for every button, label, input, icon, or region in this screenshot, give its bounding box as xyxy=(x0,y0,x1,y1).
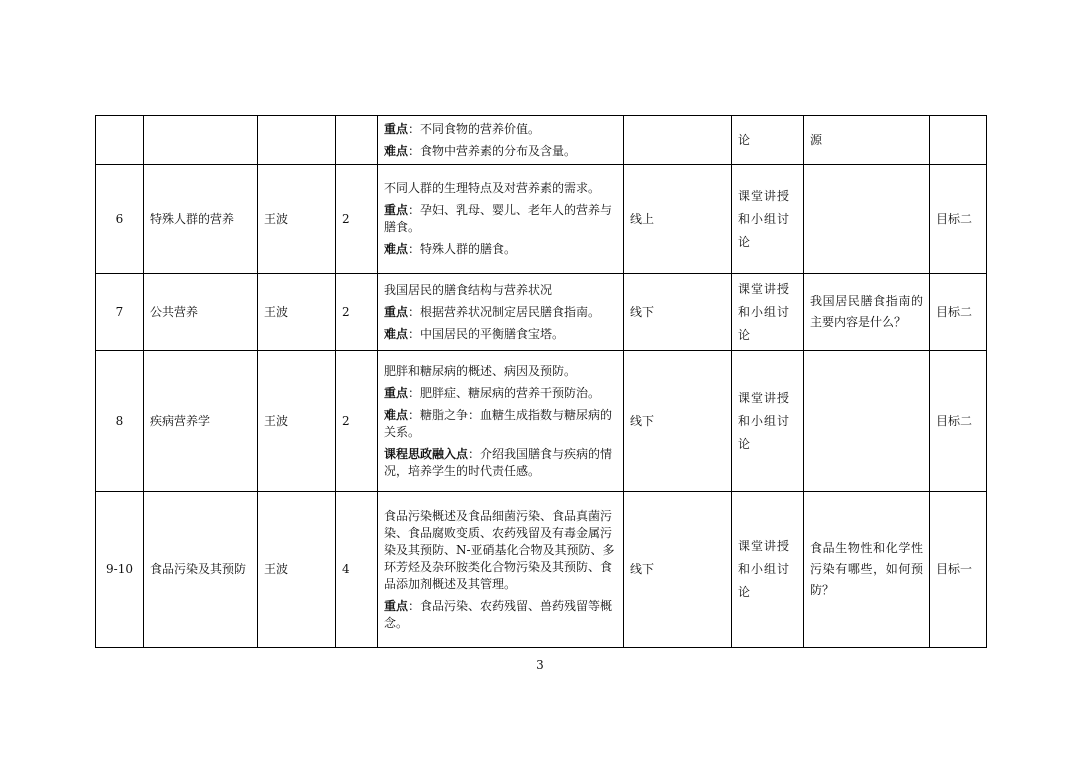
difficulty-point: 难点：糖脂之争：血糖生成指数与糖尿病的关系。 xyxy=(384,407,613,439)
hours-cell xyxy=(336,116,378,165)
method-cell: 课堂讲授和小组讨论 xyxy=(732,165,804,274)
goal-cell: 目标二 xyxy=(930,351,987,492)
difficulty-point: 难点：中国居民的平衡膳食宝塔。 xyxy=(384,326,565,341)
question-cell: 食品生物性和化学性污染有哪些，如何预防？ xyxy=(804,492,930,648)
key-point: 重点：不同食物的营养价值。 xyxy=(384,121,541,136)
teacher-cell: 王波 xyxy=(258,351,336,492)
mode-cell: 线下 xyxy=(624,351,732,492)
difficulty-point: 难点：特殊人群的膳食。 xyxy=(384,242,517,256)
question-cell xyxy=(804,351,930,492)
teacher-cell xyxy=(258,116,336,165)
table-row xyxy=(96,351,987,492)
no-cell: 7 xyxy=(96,274,144,351)
question-cell: 源 xyxy=(804,116,930,165)
title-cell: 公共营养 xyxy=(144,274,258,351)
goal-cell: 目标二 xyxy=(930,274,987,351)
key-point: 重点：根据营养状况制定居民膳食指南。 xyxy=(384,304,601,319)
method-cell: 课堂讲授和小组讨论 xyxy=(732,351,804,492)
key-point: 重点：孕妇、乳母、婴儿、老年人的营养与膳食。 xyxy=(384,203,613,234)
no-cell: 6 xyxy=(96,165,144,274)
page-number: 3 xyxy=(536,658,544,672)
goal-cell: 目标一 xyxy=(930,492,987,648)
teacher-cell: 王波 xyxy=(258,274,336,351)
key-point: 重点：食品污染、农药残留、兽药残留等概念。 xyxy=(384,598,613,630)
hours-cell: 2 xyxy=(336,165,378,274)
ideology-point: 课程思政融入点：介绍我国膳食与疾病的情况，培养学生的时代责任感。 xyxy=(384,446,613,478)
goal-cell xyxy=(930,116,987,165)
question-cell xyxy=(804,165,930,274)
difficulty-point: 难点：食物中营养素的分布及含量。 xyxy=(384,143,577,158)
mode-cell xyxy=(624,116,732,165)
key-point: 重点：肥胖症、糖尿病的营养干预防治。 xyxy=(384,385,601,400)
table-row-continued xyxy=(96,116,987,165)
title-cell xyxy=(144,116,258,165)
teacher-cell: 王波 xyxy=(258,492,336,648)
no-cell: 9-10 xyxy=(96,492,144,648)
content-cell xyxy=(378,116,624,165)
method-cell: 课堂讲授和小组讨论 xyxy=(732,274,804,351)
question-cell: 我国居民膳食指南的主要内容是什么？ xyxy=(804,274,930,351)
title-cell: 特殊人群的营养 xyxy=(144,165,258,274)
mode-cell: 线下 xyxy=(624,492,732,648)
content-cell xyxy=(378,351,624,492)
hours-cell: 4 xyxy=(336,492,378,648)
content-cell xyxy=(378,274,624,351)
hours-cell: 2 xyxy=(336,274,378,351)
no-cell: 8 xyxy=(96,351,144,492)
content-intro: 食品污染概述及食品细菌污染、食品真菌污染、食品腐败变质、农药残留及有毒金属污染及其预防、N-亚硝基化合物及其预防、多环芳烃及杂环胺类化合物污染及其预防、食品添加剂概述及其管理。 xyxy=(384,508,615,591)
content-intro: 不同人群的生理特点及对营养素的需求。 xyxy=(384,181,601,195)
content-cell xyxy=(378,492,624,648)
teacher-cell: 王波 xyxy=(258,165,336,274)
content-cell xyxy=(378,165,624,274)
content-intro: 肥胖和糖尿病的概述、病因及预防。 xyxy=(384,363,577,378)
title-cell: 疾病营养学 xyxy=(144,351,258,492)
table-row xyxy=(96,165,987,274)
mode-cell: 线下 xyxy=(624,274,732,351)
table-row xyxy=(96,492,987,648)
goal-cell: 目标二 xyxy=(930,165,987,274)
method-cell: 论 xyxy=(732,116,804,165)
table-row xyxy=(96,274,987,351)
mode-cell: 线上 xyxy=(624,165,732,274)
no-cell xyxy=(96,116,144,165)
syllabus-table xyxy=(95,115,987,648)
content-intro: 我国居民的膳食结构与营养状况 xyxy=(384,282,553,297)
method-cell: 课堂讲授和小组讨论 xyxy=(732,492,804,648)
title-cell: 食品污染及其预防 xyxy=(144,492,258,648)
hours-cell: 2 xyxy=(336,351,378,492)
